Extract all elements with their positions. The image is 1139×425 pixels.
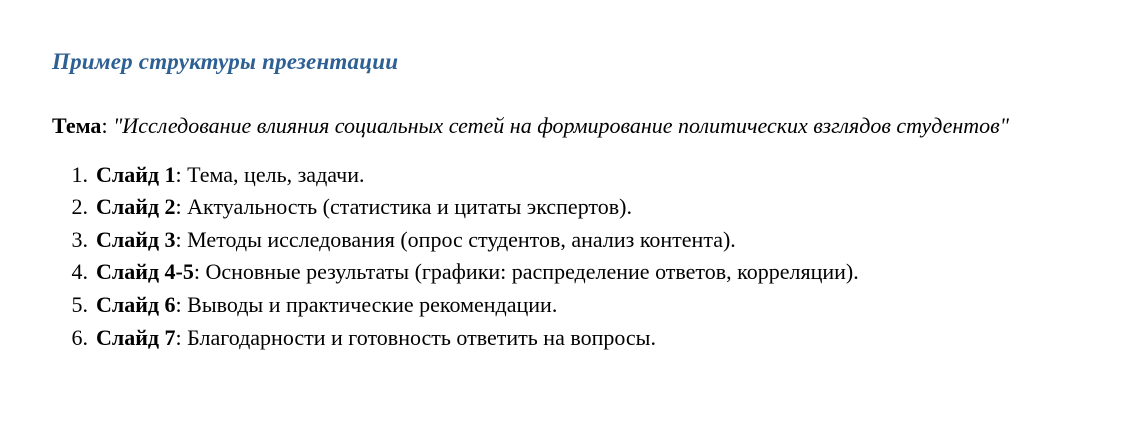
list-item xyxy=(52,256,1099,289)
slide-text: : Благодарности и готовность ответить на вопросы. xyxy=(175,324,656,350)
list-item-number: 3. xyxy=(71,226,88,252)
slide-label: Слайд 3 xyxy=(96,226,176,252)
list-item-number: 5. xyxy=(71,292,88,318)
topic-line xyxy=(52,110,1062,141)
slide-label: Слайд 2 xyxy=(96,194,176,220)
slides-list xyxy=(52,159,1099,354)
list-item-body xyxy=(96,256,859,289)
list-item-body xyxy=(96,289,557,322)
slide-text: : Актуальность (статистика и цитаты экспертов). xyxy=(175,194,632,220)
list-item-number: 2. xyxy=(71,194,88,220)
slide-text: : Методы исследования (опрос студентов, анализ контента). xyxy=(175,226,736,252)
topic-value: "Исследование влияния социальных сетей на формирование политических взглядов студентов" xyxy=(113,112,1009,138)
list-item xyxy=(52,289,1099,322)
list-item xyxy=(52,224,1099,257)
list-item-body xyxy=(96,191,632,224)
list-item-number: 6. xyxy=(71,324,88,350)
topic-separator: : xyxy=(101,112,114,138)
list-item-body xyxy=(96,224,736,257)
list-item xyxy=(52,159,1099,192)
slide-label: Слайд 4-5 xyxy=(96,259,194,285)
slide-text: : Основные результаты (графики: распределение ответов, корреляции). xyxy=(193,259,859,285)
slide-label: Слайд 7 xyxy=(96,324,176,350)
list-item-body xyxy=(96,159,364,192)
page-title: Пример структуры презентации xyxy=(52,49,399,74)
slide-label: Слайд 6 xyxy=(96,292,176,318)
slide-text: : Тема, цель, задачи. xyxy=(175,161,365,187)
slide-text: : Выводы и практические рекомендации. xyxy=(175,292,558,318)
topic-label: Тема xyxy=(52,112,102,138)
slide-label: Слайд 1 xyxy=(96,161,176,187)
list-item-number: 1. xyxy=(71,161,88,187)
list-item xyxy=(52,191,1099,224)
list-item-body xyxy=(96,322,656,355)
list-item-number: 4. xyxy=(71,259,88,285)
list-item xyxy=(52,322,1099,355)
